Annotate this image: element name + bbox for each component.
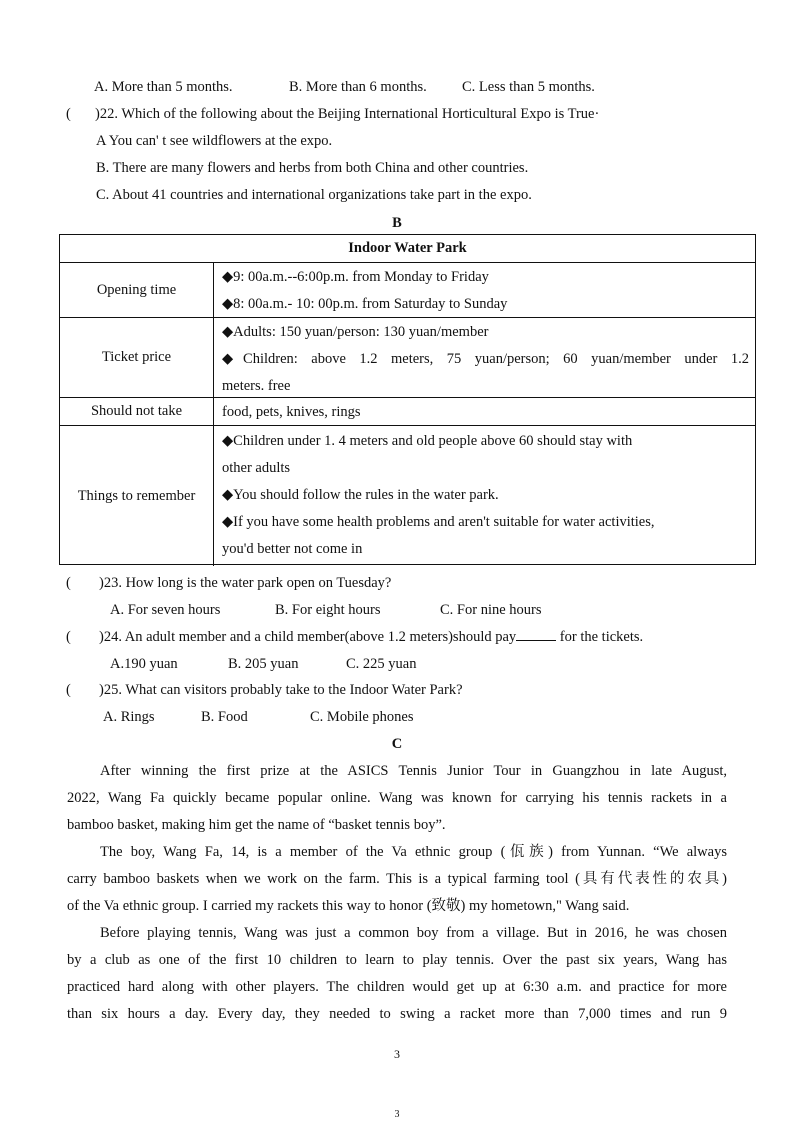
q24-paren: ( <box>66 629 71 645</box>
q24-option-b: B. 205 yuan <box>228 656 299 672</box>
q24-answer-blank[interactable] <box>516 628 556 641</box>
ticket-price-children: ◆Children: above 1.2 meters, 75 yuan/person; 60 yuan/member under 1.2 <box>222 351 749 367</box>
q21-option-b: B. More than 6 months. <box>289 79 427 95</box>
section-c-heading: C <box>391 736 403 752</box>
table-row-things-to-remember <box>60 426 755 566</box>
q24-stem-post: for the tickets. <box>559 629 644 645</box>
row-label-should-not-take: Should not take <box>60 398 214 425</box>
ticket-price-free: meters. free <box>222 378 291 394</box>
passage-p1-line2: 2022, Wang Fa quickly became popular online. Wang was known for carrying his tennis rackets in a <box>67 790 727 806</box>
row-label-things-to-remember: Things to remember <box>60 426 214 566</box>
passage-p3-line3: practiced hard along with other players. The children would get up at 6:30 a.m. and practice for more <box>67 979 727 995</box>
passage-p3-line2: by a club as one of the first 10 children to learn to play tennis. Over the past six years, Wang has <box>67 952 727 968</box>
should-not-take-items: food, pets, knives, rings <box>222 404 361 420</box>
passage-p2-line2: carry bamboo baskets when we work on the farm. This is a typical farming tool (具有代表性的农具) <box>67 871 727 887</box>
q23-stem: )23. How long is the water park open on Tuesday? <box>99 575 392 591</box>
table-row-should-not-take <box>60 398 755 426</box>
ticket-price-adults: ◆Adults: 150 yuan/person: 130 yuan/member <box>222 324 489 340</box>
q25-stem: )25. What can visitors probably take to the Indoor Water Park? <box>99 682 463 698</box>
table-title: Indoor Water Park <box>348 240 467 256</box>
q22-option-c: C. About 41 countries and international organizations take part in the expo. <box>96 187 532 203</box>
q23-option-b: B. For eight hours <box>275 602 381 618</box>
q22-option-a: A You can' t see wildflowers at the expo. <box>96 133 333 149</box>
page-number-small: 3 <box>394 1109 400 1120</box>
q23-option-a: A. For seven hours <box>110 602 221 618</box>
q24-option-c: C. 225 yuan <box>346 656 417 672</box>
table-row-opening-time <box>60 263 755 318</box>
q23-paren: ( <box>66 575 71 591</box>
table-title-row <box>60 235 755 263</box>
remember-children-line2: other adults <box>222 460 291 476</box>
passage-p1-line1: After winning the first prize at the ASICS Tennis Junior Tour in Guangzhou in late August, <box>100 763 727 779</box>
q21-option-c: C. Less than 5 months. <box>462 79 595 95</box>
row-label-opening-time: Opening time <box>60 263 214 317</box>
q24-option-a: A.190 yuan <box>110 656 178 672</box>
table-row-ticket-price <box>60 318 755 398</box>
passage-p2-line1: The boy, Wang Fa, 14, is a member of the Va ethnic group (佤族) from Yunnan. “We always <box>100 844 727 860</box>
opening-time-weekday: ◆9: 00a.m.--6:00p.m. from Monday to Friday <box>222 269 489 285</box>
q22-option-b: B. There are many flowers and herbs from both China and other countries. <box>96 160 529 176</box>
passage-p3-line1: Before playing tennis, Wang was just a common boy from a village. But in 2016, he was chosen <box>100 925 727 941</box>
q22-paren: ( <box>66 106 71 122</box>
q25-option-a: A. Rings <box>103 709 155 725</box>
remember-health-line1: ◆If you have some health problems and aren't suitable for water activities, <box>222 514 655 530</box>
q24-stem-pre: )24. An adult member and a child member(above 1.2 meters)should pay <box>99 629 517 645</box>
q25-option-c: C. Mobile phones <box>310 709 414 725</box>
section-b-heading: B <box>392 215 402 231</box>
q25-paren: ( <box>66 682 71 698</box>
remember-follow-rules: ◆You should follow the rules in the water park. <box>222 487 499 503</box>
passage-p3-line4: than six hours a day. Every day, they needed to swing a racket more than 7,000 times and run 9 <box>67 1006 727 1022</box>
passage-p2-line3: of the Va ethnic group. I carried my rackets this way to honor (致敬) my hometown," Wang said. <box>67 898 630 914</box>
q24-stem <box>99 628 643 646</box>
row-label-ticket-price: Ticket price <box>60 318 214 397</box>
page-number: 3 <box>394 1047 400 1061</box>
water-park-table <box>59 234 756 565</box>
q21-option-a: A. More than 5 months. <box>94 79 233 95</box>
q25-option-b: B. Food <box>201 709 248 725</box>
opening-time-weekend: ◆8: 00a.m.- 10: 00p.m. from Saturday to Sunday <box>222 296 508 312</box>
passage-p1-line3: bamboo basket, making him get the name of “basket tennis boy”. <box>67 817 446 833</box>
remember-children-line1: ◆Children under 1. 4 meters and old people above 60 should stay with <box>222 433 633 449</box>
q22-stem: )22. Which of the following about the Beijing International Horticultural Expo is True· <box>95 106 600 122</box>
remember-health-line2: you'd better not come in <box>222 541 363 557</box>
q23-option-c: C. For nine hours <box>440 602 542 618</box>
